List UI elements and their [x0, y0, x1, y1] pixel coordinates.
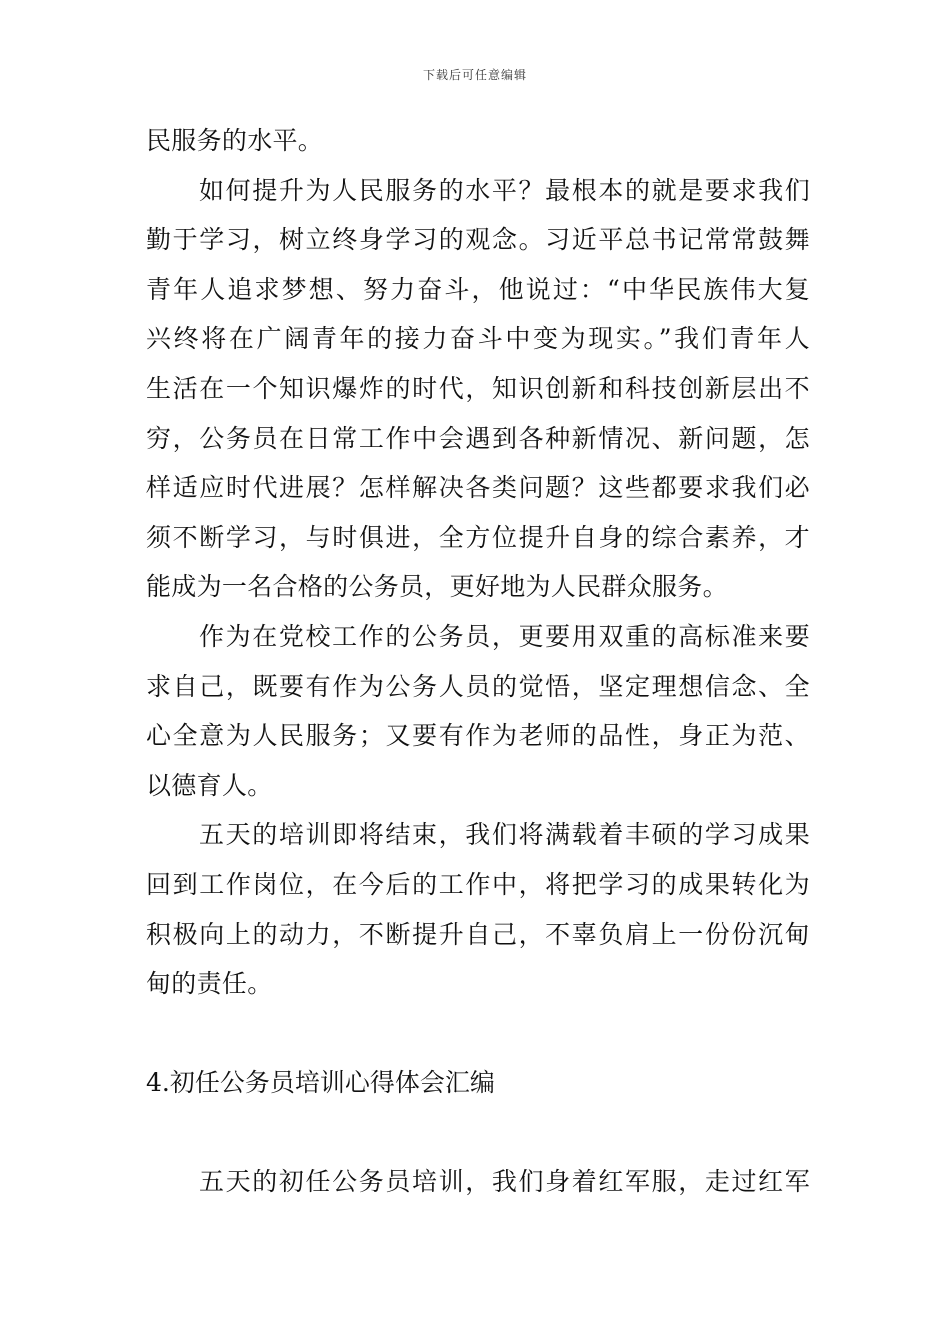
text-line: 须不断学习，与时俱进，全方位提升自身的综合素养，才 — [146, 522, 810, 552]
text-line: 能成为一名合格的公务员，更好地为人民群众服务。 — [146, 572, 728, 602]
text-line: 回到工作岗位，在今后的工作中，将把学习的成果转化为 — [146, 869, 810, 899]
text-line: 求自己，既要有作为公务人员的觉悟，坚定理想信念、全 — [146, 671, 810, 701]
paragraph-first-line: 如何提升为人民服务的水平？最根本的就是要求我们 — [199, 175, 810, 205]
text-line: 样适应时代进展？怎样解决各类问题？这些都要求我们必 — [146, 473, 810, 503]
text-line: 积极向上的动力，不断提升自己，不辜负肩上一份份沉甸 — [146, 919, 810, 949]
text-line: 心全意为人民服务；又要有作为老师的品性，身正为范、 — [146, 721, 810, 751]
section-heading: 4.初任公务员培训心得体会汇编 — [146, 1068, 495, 1098]
text-line: 民服务的水平。 — [146, 126, 324, 155]
document-body — [146, 126, 810, 1217]
text-line: 甸的责任。 — [146, 969, 273, 999]
text-line: 穷，公务员在日常工作中会遇到各种新情况、新问题，怎 — [146, 423, 810, 453]
paragraph-first-line: 五天的培训即将结束，我们将满载着丰硕的学习成果 — [199, 820, 810, 850]
blank-line — [146, 1118, 810, 1168]
paragraph-first-line: 五天的初任公务员培训，我们身着红军服，走过红军 — [199, 1167, 810, 1197]
blank-line — [146, 1019, 810, 1069]
text-line: 以德育人。 — [146, 770, 273, 800]
text-line: 兴终将在广阔青年的接力奋斗中变为现实。”我们青年人 — [146, 324, 810, 354]
paragraph-first-line: 作为在党校工作的公务员，更要用双重的高标准来要 — [199, 621, 810, 651]
text-line: 勤于学习，树立终身学习的观念。习近平总书记常常鼓舞 — [146, 225, 810, 255]
text-line: 青年人追求梦想、努力奋斗，他说过：“中华民族伟大复 — [146, 274, 810, 304]
text-line: 生活在一个知识爆炸的时代，知识创新和科技创新层出不 — [146, 373, 810, 403]
page-header: 下载后可任意编辑 — [422, 68, 527, 82]
